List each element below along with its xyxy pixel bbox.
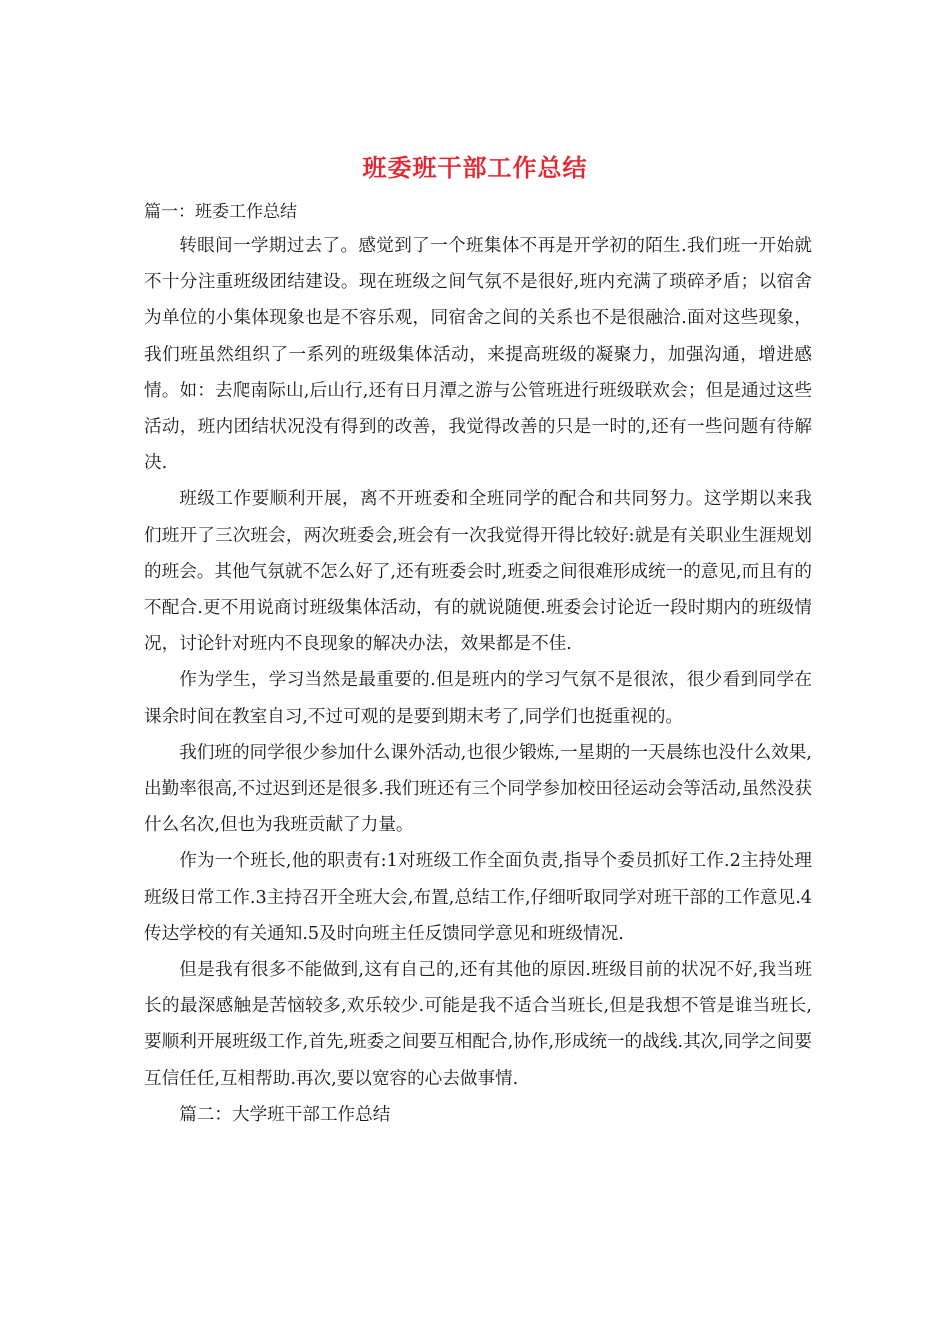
- body-text: [144, 228, 812, 1133]
- section-heading-2: 篇二：大学班干部工作总结: [179, 1104, 391, 1125]
- paragraph-4: 我们班的同学很少参加什么课外活动,也很少锻炼,一星期的一天晨练也没什么效果,出勤率很高,不过迟到还是很多.我们班还有三个同学参加校田径运动会等活动,虽然没获什么名次,但也为我班贡献了力量。: [144, 742, 812, 836]
- section-heading-1: 篇一：班委工作总结: [144, 202, 297, 222]
- paragraph-3: 作为学生，学习当然是最重要的.但是班内的学习气氛不是很浓，很少看到同学在课余时间在教室自习,不过可观的是要到期末考了,同学们也挺重视的。: [144, 670, 812, 727]
- paragraph-6: 但是我有很多不能做到,这有自己的,还有其他的原因.班级目前的状况不好,我当班长的最深感触是苦恼较多,欢乐较少.可能是我不适合当班长,但是我想不管是谁当班长,要顺利开展班级工作,首先,班委之间要互相配合,协作,形成统一的战线.其次,同学之间要互信任任,互相帮助.再次,要以宽容的心去做事情.: [144, 960, 812, 1089]
- paragraph-2: 班级工作要顺利开展，离不开班委和全班同学的配合和共同努力。这学期以来我们班开了三次班会，两次班委会,班会有一次我觉得开得比较好:就是有关职业生涯规划的班会。其他气氛就不怎么好了,还有班委会时,班委之间很难形成统一的意见,而且有的不配合.更不用说商讨班级集体活动，有的就说随便.班委会讨论近一段时期内的班级情况，讨论针对班内不良现象的解决办法，效果都是不佳.: [144, 489, 812, 655]
- paragraph-5: 作为一个班长,他的职责有:1对班级工作全面负责,指导个委员抓好工作.2主持处理班级日常工作.3主持召开全班大会,布置,总结工作,仔细听取同学对班干部的工作意见.4传达学校的有关通知.5及时向班主任反馈同学意见和班级情况.: [144, 851, 812, 944]
- document-title: 班委班干部工作总结: [362, 153, 588, 182]
- paragraph-1: 转眼间一学期过去了。感觉到了一个班集体不再是开学初的陌生.我们班一开始就不十分注重班级团结建设。现在班级之间气氛不是很好,班内充满了琐碎矛盾；以宿舍为单位的小集体现象也是不容乐观，同宿舍之间的关系也不是很融洽.面对这些现象，我们班虽然组织了一系列的班级集体活动，来提高班级的凝聚力，加强沟通，增进感情。如：去爬南际山,后山行,还有日月潭之游与公管班进行班级联欢会；但是通过这些活动，班内团结状况没有得到的改善，我觉得改善的只是一时的,还有一些问题有待解决.: [144, 236, 812, 474]
